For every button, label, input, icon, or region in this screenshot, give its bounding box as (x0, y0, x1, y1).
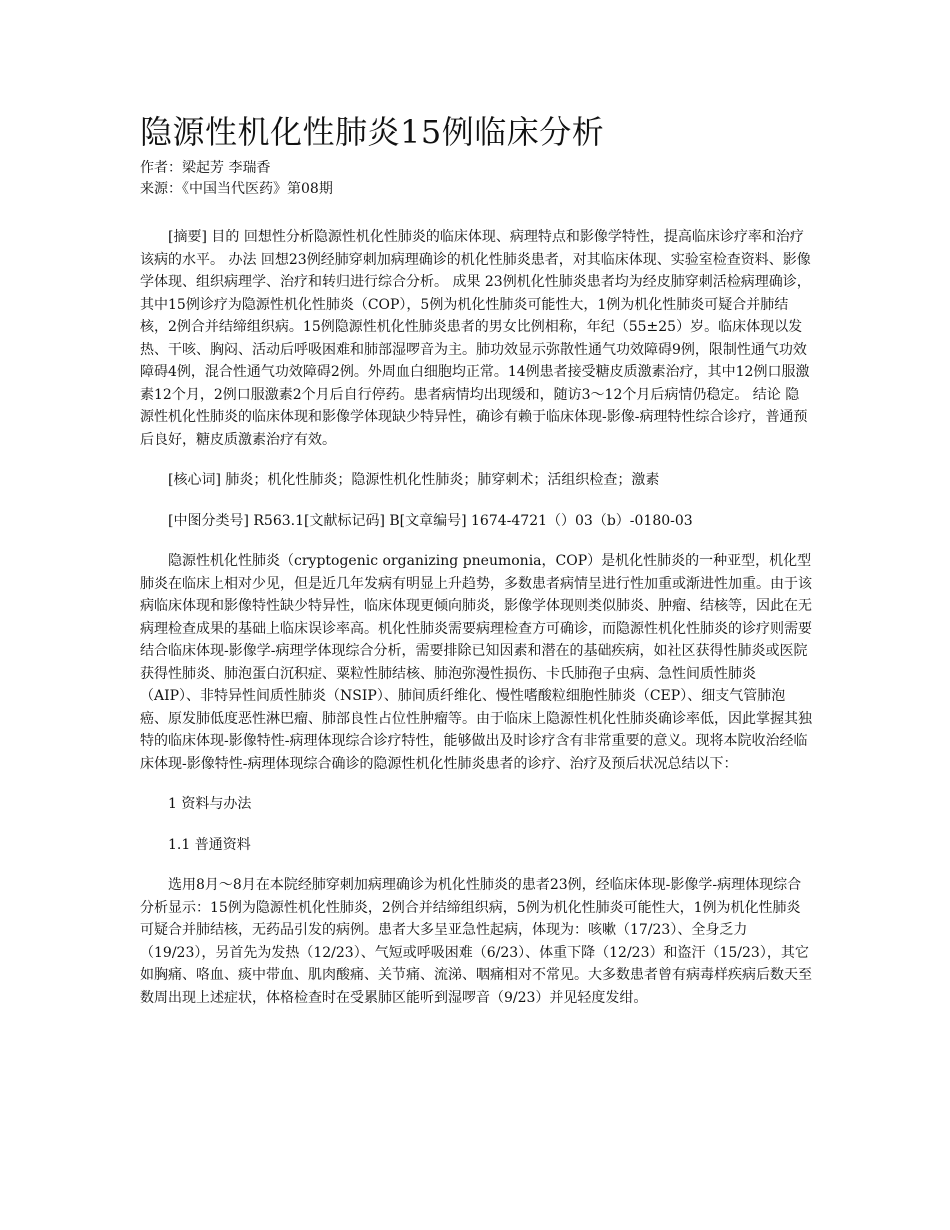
keywords-paragraph: [核心词] 肺炎；机化性肺炎；隐源性机化性肺炎；肺穿刺术；活组织检查；激素 (168, 472, 660, 488)
document-title: 隐源性机化性肺炎15例临床分析 (140, 113, 605, 151)
author-line: 作者：梁起芳 李瑞香 (140, 160, 271, 176)
intro-paragraph: 隐源性机化性肺炎（cryptogenic organizing pneumonia，COP）是机化性肺炎的一种亚型，机化型肺炎在临床上相对少见，但是近几年发病有明显上升趋势，多数患者病情呈进行性加重或渐进性加重。由于该病临床体现和影像特性缺少特异性，临床体现更倾向肺炎，影像学体现则类似肺炎、肿瘤、结核等，因此在无病理检查成果的基础上临床误诊率高。机化性肺炎需要病理检查方可确诊，而隐源性机化性肺炎的诊疗则需要结合临床体现-影像学-病理学体现综合分析，需要排除已知因素和潜在的基础疾病，如社区获得性肺炎或医院获得性肺炎、肺泡蛋白沉积症、粟粒性肺结核、肺泡弥漫性损伤、卡氏肺孢子虫病、急性间质性肺炎（AIP）、非特异性间质性肺炎（NSIP）、肺间质纤维化、慢性嗜酸粒细胞性肺炎（CEP）、细支气管肺泡癌、原发肺低度恶性淋巴瘤、肺部良性占位性肿瘤等。由于临床上隐源性机化性肺炎确诊率低，因此掌握其独特的临床体现-影像特性-病理体现综合诊疗特性，能够做出及时诊疗含有非常重要的意义。现将本院收治经临床体现-影像特性-病理体现综合确诊的隐源性机化性肺炎患者的诊疗、治疗及预后状况总结以下： (140, 553, 812, 772)
body-paragraph: 选用8月～8月在本院经肺穿刺加病理确诊为机化性肺炎的患者23例，经临床体现-影像学-病理体现综合分析显示：15例为隐源性机化性肺炎，2例合并结缔组织病，5例为机化性肺炎可能性大，1例为机化性肺炎可疑合并肺结核，无药品引发的病例。患者大多呈亚急性起病，体现为：咳嗽（17/23）、全身乏力（19/23），另首先为发热（12/23）、气短或呼吸困难（6/23）、体重下降（12/23）和盗汗（15/23），其它如胸痛、咯血、痰中带血、肌肉酸痛、关节痛、流涕、咽痛相对不常见。大多数患者曾有病毒样疾病后数天至数周出现上述症状，体格检查时在受累肺区能听到湿啰音（9/23）并见轻度发绀。 (140, 877, 812, 1006)
spacer (140, 816, 812, 834)
spacer (140, 775, 812, 793)
spacer (140, 856, 812, 874)
section-heading: 1 资料与办法 (168, 796, 252, 812)
document-page (140, 110, 812, 1009)
abstract-paragraph: [摘要] 目的 回想性分析隐源性机化性肺炎的临床体现、病理特点和影像学特性，提高临床诊疗率和治疗该病的水平。 办法 回想23例经肺穿刺加病理确诊的机化性肺炎患者，对其临床体现、实验室检查资料、影像学体现、组织病理学、治疗和转归进行综合分析。 成果 23例机化性肺炎患者均为经皮肺穿刺活检病理确诊，其中15例诊疗为隐源性机化性肺炎（COP），5例为机化性肺炎可能性大，1例为机化性肺炎可疑合并肺结核，2例合并结缔组织病。15例隐源性机化性肺炎患者的男女比例相称，年纪（55±25）岁。临床体现以发热、干咳、胸闷、活动后呼吸困难和肺部湿啰音为主。肺功效显示弥散性通气功效障碍9例，限制性通气功效障碍4例，混合性通气功效障碍2例。外周血白细胞均正常。14例患者接受糖皮质激素治疗，其中12例口服激素12个月，2例口服激素2个月后自行停药。患者病情均出现缓和，随访3～12个月后病情仍稳定。 结论 隐源性机化性肺炎的临床体现和影像学体现缺少特异性，确诊有赖于临床体现-影像-病理特性综合诊疗，普通预后良好，糖皮质激素治疗有效。 (140, 229, 811, 448)
spacer (140, 492, 812, 510)
subsection-heading: 1.1 普通资料 (168, 836, 251, 853)
source-line: 来源：《中国当代医药》第08期 (140, 181, 333, 197)
classification-paragraph: [中图分类号] R563.1[文献标记码] B[文章编号] 1674-4721（）03（b）-0180-03 (168, 512, 693, 529)
spacer (140, 532, 812, 550)
spacer (140, 451, 812, 469)
spacer (140, 200, 812, 226)
